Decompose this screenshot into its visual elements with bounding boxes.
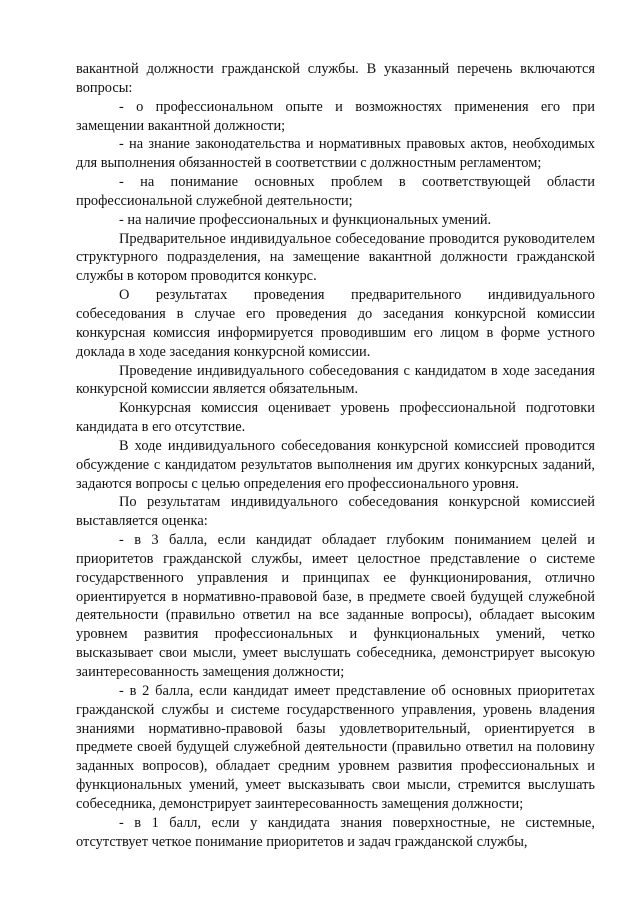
paragraph-interview-mandatory: Проведение индивидуального собеседования с кандидатом в ходе заседания конкурсной комиссии является обязательным. <box>76 362 595 398</box>
list-item-problems: - на понимание основных проблем в соответствующей области профессиональной служебной деятельности; <box>76 174 595 209</box>
list-item-score-3: - в 3 балла, если кандидат обладает глубоким пониманием целей и приоритетов гражданской службы, имеет целостное представление о системе государственного управления и принципах ее функционирования, отлично ориентируется в нормативно-правовой базе, в предмете своей будущей служебной деятельности (правильно ответил на все заданные вопросы), обладает высоким уровнем развития профессиональных и функциональных умений, четко высказывает свои мысли, умеет выслушать собеседника, демонстрирует высокую заинтересованность замещения должности; <box>76 532 595 680</box>
list-item-score-1: - в 1 балл, если у кандидата знания поверхностные, не системные, отсутствует четкое понимание приоритетов и задач гражданской службы, <box>76 814 595 850</box>
paragraph-commission-assessment: Конкурсная комиссия оценивает уровень профессиональной подготовки кандидата в его отсутствие. <box>76 400 595 436</box>
paragraph-interview-discussion: В ходе индивидуального собеседования конкурсной комиссией проводится обсуждение с кандидатом результатов выполнения им других конкурсных заданий, задаются вопросы с целью определения его профессионального уровня. <box>76 437 595 492</box>
list-item-legislation: - на знание законодательства и нормативных правовых актов, необходимых для выполнения обязанностей в соответствии с должностным регламентом; <box>76 136 595 172</box>
document-page <box>76 60 595 851</box>
list-item-skills: - на наличие профессиональных и функциональных умений. <box>119 211 492 228</box>
list-item-experience: - о профессиональном опыте и возможностях применения его при замещении вакантной должности; <box>76 98 595 134</box>
paragraph-question-list-intro: вакантной должности гражданской службы. В указанный перечень включаются вопросы: <box>76 61 595 96</box>
list-item-score-2: - в 2 балла, если кандидат имеет представление об основных приоритетах гражданской службы и системе государственного управления, уровень владения знаниями нормативно-правовой базы удовлетворительный, ориентируется в предмете своей будущей служебной деятельности (правильно ответил на половину заданных вопросов), обладает средним уровнем развития профессиональных и функциональных умений, умеет высказывать свои мысли, стремится выслушать собеседника, демонстрирует заинтересованность замещения должности; <box>76 682 595 812</box>
paragraph-scoring-intro: По результатам индивидуального собеседования конкурсной комиссией выставляется оценка: <box>76 494 595 530</box>
paragraph-preliminary-results: О результатах проведения предварительного индивидуального собеседования в случае его проведения до заседания конкурсной комиссии конкурсная комиссия информируется проводившим его лицом в форме устного доклада в ходе заседания конкурсной комиссии. <box>76 287 595 360</box>
paragraph-preliminary-interview: Предварительное индивидуальное собеседование проводится руководителем структурного подразделения, на замещение вакантной должности гражданской службы в котором проводится конкурс. <box>76 230 595 285</box>
